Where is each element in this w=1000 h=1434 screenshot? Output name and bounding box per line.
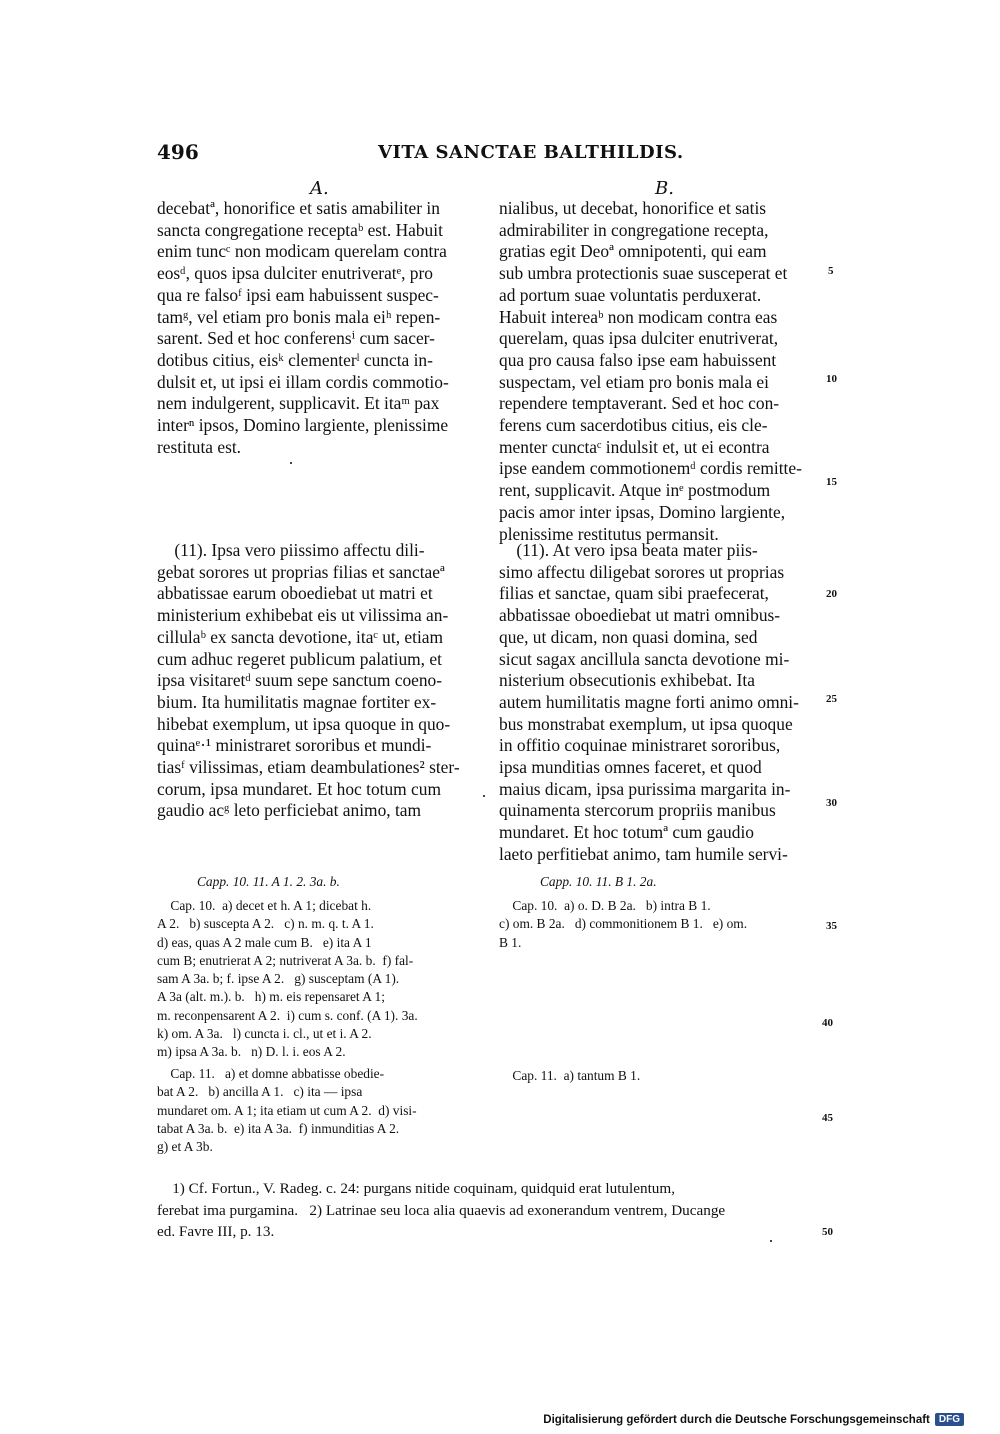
line-number: 40 (822, 1017, 833, 1029)
apparatus-b-cap-11: Cap. 11. a) tantum B 1. (499, 1068, 641, 1083)
column-b-text-chapter-11: (11). At vero ipsa beata mater piis- simo affectu diligebat sorores ut proprias filias et sanctae, quam sibi praefecerat, abbatissae oboediebat ut matri omnibus- que, ut dicam, non quasi domina, sed sicut sagax ancillula sancta devotione mi- nisterium obsecutionis exhibebat. Ita autem humilitatis magne forti animo omni- bus monstrabat exemplum, ut ipsa quoque in offitio coquinae ministraret sororibus, ipsa munditias omnes faceret, et quod maius dicam, ipsa purissima margarita in- quinamenta stercorum propriis manibus mundaret. Et hoc totumª cum gaudio laeto perfitiebat animo, tam humile servi- (499, 540, 799, 864)
scan-speck (483, 795, 485, 797)
apparatus-b-heading: Capp. 10. 11. B 1. 2a. (540, 874, 657, 889)
line-number: 15 (826, 476, 837, 488)
apparatus-b-cap-10: Cap. 10. a) o. D. B 2a. b) intra B 1. c) om. B 2a. d) commonitionem B 1. e) om. B 1. (499, 898, 748, 950)
dfg-logo: DFG (935, 1413, 964, 1426)
line-number: 5 (828, 265, 834, 277)
column-b-heading: B. (655, 178, 674, 199)
column-a-text-chapter-10: decebatª, honorifice et satis amabiliter in sancta congregatione receptaᵇ est. Habuit enim tuncᶜ non modicam querelam contra eosᵈ, quos ipsa dulciter enutriveratᵉ, pro qua re falsoᶠ ipsi eam habuissent suspec- tamᵍ, vel etiam pro bonis mala eiʰ repen- sarent. Sed et hoc conferensⁱ cum sacer- dotibus citius, eisᵏ clementerˡ cuncta in- dulsit et, ut ipsi ei illam cordis commotio- nem indulgerent, supplicavit. Et itaᵐ pax interⁿ ipsos, Domino largiente, plenissime restituta est. (157, 198, 449, 457)
line-number: 25 (826, 693, 837, 705)
apparatus-a-cap-11: Cap. 11. a) et domne abbatisse obedie- bat A 2. b) ancilla A 1. c) ita — ipsa mundaret om. A 1; ita etiam ut cum A 2. d) visi- tabat A 3a. b. e) ita A 3a. f) inmunditias A 2. g) et A 3b. (157, 1066, 417, 1155)
scan-speck (290, 462, 292, 464)
line-number: 45 (822, 1112, 833, 1124)
line-number: 10 (826, 373, 837, 385)
line-number: 30 (826, 797, 837, 809)
apparatus-a-cap-10: Cap. 10. a) decet et h. A 1; dicebat h. A 2. b) suscepta A 2. c) n. m. q. t. A 1. d) eas, quas A 2 male cum B. e) ita A 1 cum B; enutrierat A 2; nutriverat A 3a. b. f) fal- sam A 3a. b; f. ipse A 2. g) susceptam (A 1). A 3a (alt. m.). b. h) m. eis repensaret A 1; m. reconpensarent A 2. i) cum s. conf. (A 1). 3a. k) om. A 3a. l) cuncta i. cl., ut et i. A 2. m) ipsa A 3a. b. n) D. l. i. eos A 2. (157, 898, 418, 1060)
running-title: VITA SANCTAE BALTHILDIS. (378, 142, 684, 163)
digitization-credit (543, 1413, 964, 1426)
apparatus-a-heading: Capp. 10. 11. A 1. 2. 3a. b. (197, 874, 340, 889)
line-number: 20 (826, 588, 837, 600)
page-number: 496 (157, 140, 199, 164)
column-a-text-chapter-11: (11). Ipsa vero piissimo affectu dili- gebat sorores ut proprias filias et sanctaeª abbatissae earum oboediebat ut matri et ministerium exhibebat eis ut vilissima an- cillulaᵇ ex sancta devotione, itaᶜ ut, etiam cum adhuc regeret publicum palatium, et ipsa visitaretᵈ suum sepe sanctum coeno- bium. Ita humilitatis magnae fortiter ex- hibebat exemplum, ut ipsa quoque in quo- quinaᵉ·¹ ministraret sororibus et mundi- tiasᶠ vilissimas, etiam deambulationes² ster- corum, ipsa mundaret. Et hoc totum cum gaudio acᵍ leto perficiebat animo, tam (157, 540, 460, 821)
column-a-heading: A. (310, 178, 329, 199)
line-number: 35 (826, 920, 837, 932)
scan-speck (770, 1240, 772, 1242)
line-number: 50 (822, 1226, 833, 1238)
credit-text: Digitalisierung gefördert durch die Deutsche Forschungsgemeinschaft (543, 1413, 930, 1426)
footnotes: 1) Cf. Fortun., V. Radeg. c. 24: purgans nitide coquinam, quidquid erat lutulentum, ferebat ima purgamina. 2) Latrinae seu loca alia quaevis ad exonerandum ventrem, Ducange ed. Favre III, p. 13. (157, 1180, 726, 1240)
column-b-text-chapter-10: nialibus, ut decebat, honorifice et satis admirabiliter in congregatione recepta, gratias egit Deoª omnipotenti, qui eam sub umbra protectionis suae susceperat et ad portum suae voluntatis perduxerat. Habuit intereaᵇ non modicam contra eas querelam, quas ipsa dulciter enutriverat, qua pro causa falso ipse eam habuissent suspectam, vel etiam pro bonis mala ei rependere temptaverant. Sed et hoc con- ferens cum sacerdotibus citius, eis cle- menter cunctaᶜ indulsit et, ut ei econtra ipse eandem commotionemᵈ cordis remitte- rent, supplicavit. Atque inᵉ postmodum pacis amor inter ipsas, Domino largiente, plenissime restitutus permansit. (499, 198, 802, 544)
